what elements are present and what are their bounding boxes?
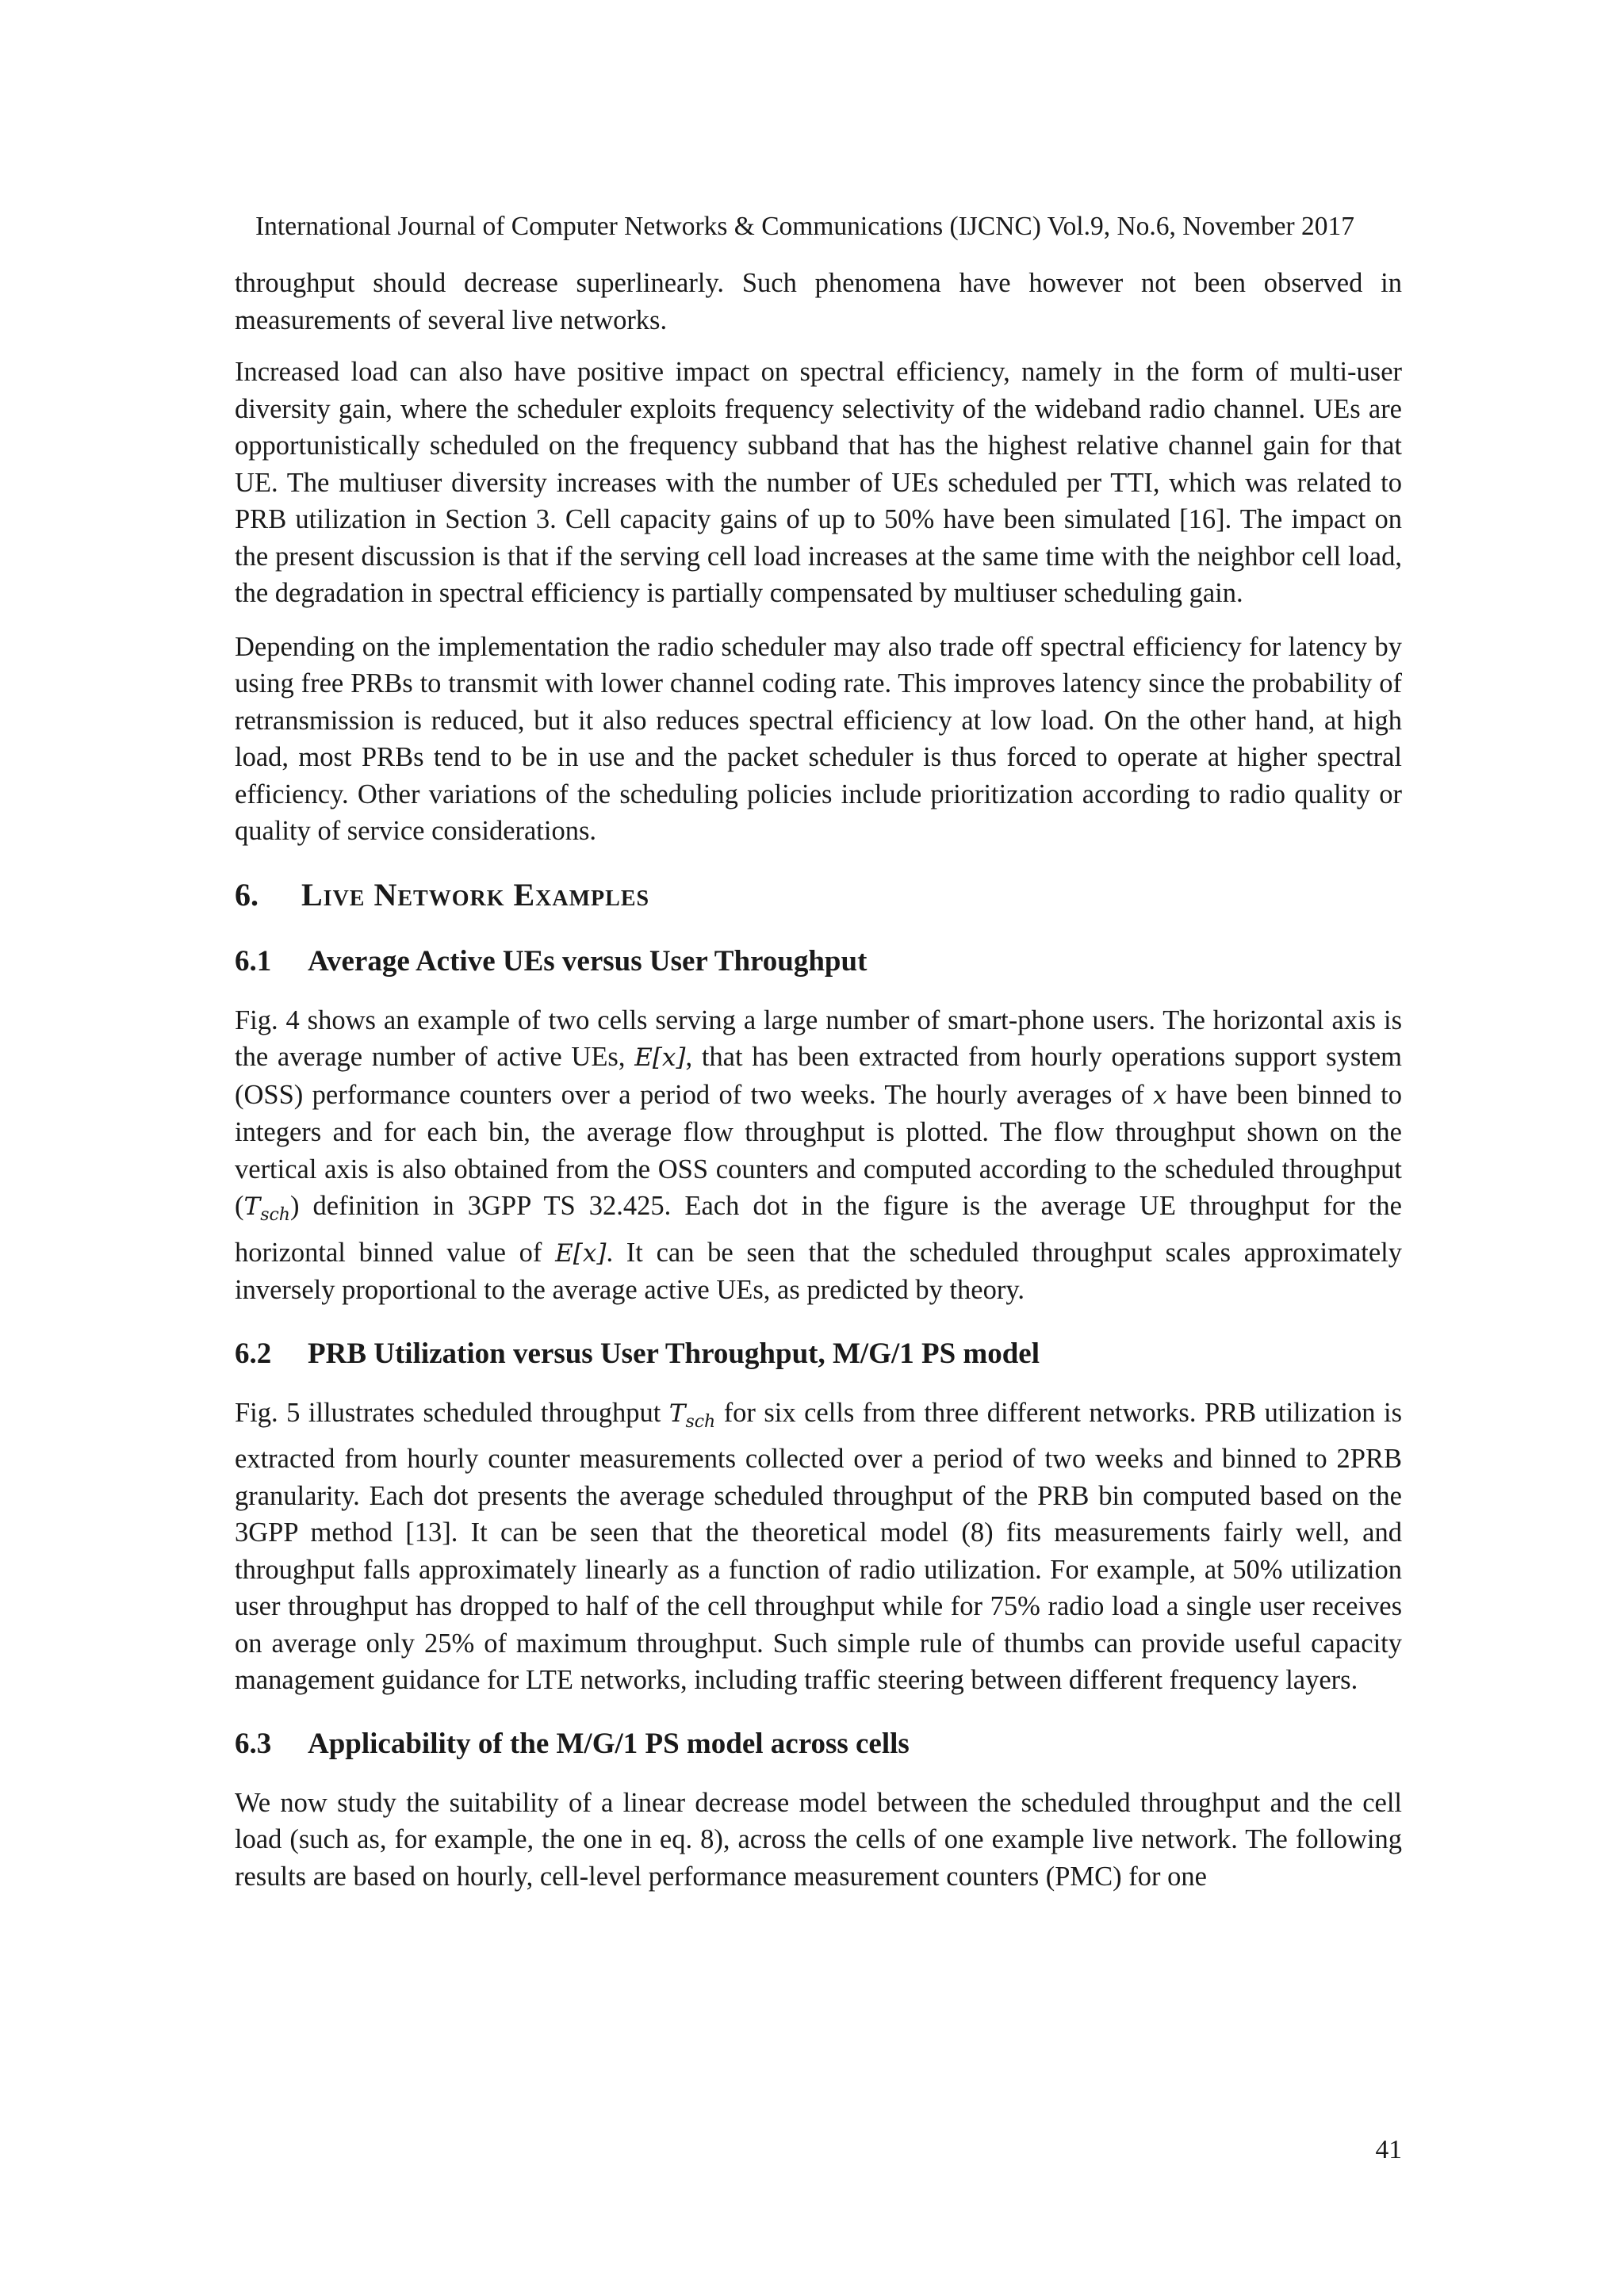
subsection-heading-6-2 xyxy=(235,1334,1402,1374)
math-t-sch: $T_{sch}$ xyxy=(243,1192,290,1226)
paragraph-active-ues: Fig. 4 shows an example of two cells serving a large number of smart-phone users. The horizontal axis is the average number of active UEs, E[x], that has been extracted from hourly operations support system (OSS) performance counters over a period of two weeks. The hourly averages of x have been binned to integers and for each bin, the average flow throughput is plotted. The flow throughput shown on the vertical axis is also obtained from the OSS counters and computed according to the scheduled throughput $(T_{sch})$ definition in 3GPP TS 32.425. Each dot in the figure is the average UE throughput for the horizontal binned value of E[x]. It can be seen that the scheduled throughput scales approximately inversely proportional to the average active UEs, as predicted by theory. xyxy=(235,1004,1403,1306)
section-title: Live Network Examples xyxy=(301,876,650,913)
subsection-number: 6.1 xyxy=(235,944,272,978)
subsection-title: Average Active UEs versus User Throughput xyxy=(308,944,868,978)
subsection-number: 6.3 xyxy=(235,1727,272,1760)
paragraph-continuation: throughput should decrease superlinearly. Such phenomena have however not been observed in measurements of several live networks. xyxy=(235,268,1402,335)
math-t-sch: $T_{sch}$ xyxy=(668,1399,716,1432)
paragraph-multiuser-diversity: Increased load can also have positive impact on spectral efficiency, namely in the form of multi-user diversity gain, where the scheduler exploits frequency selectivity of the wideband radio channel. UEs are opportunistically scheduled on the frequency subband that has the highest relative channel gain for that UE. The multiuser diversity increases with the number of UEs scheduled per TTI, which was related to PRB utilization in Section 3. Cell capacity gains of up to 50% have been simulated [16]. The impact on the present discussion is that if the serving cell load increases at the same time with the neighbor cell load, the degradation in spectral efficiency is partially compensated by multiuser scheduling gain. xyxy=(235,357,1402,608)
math-expected-x: E[x] xyxy=(555,1238,607,1268)
section-number: 6. xyxy=(235,876,259,913)
paragraph-scheduler-tradeoff: Depending on the implementation the radio scheduler may also trade off spectral efficiency for latency by using free PRBs to transmit with lower channel coding rate. This improves latency since the probability of retransmission is reduced, but it also reduces spectral efficiency at low load. On the other hand, at high load, most PRBs tend to be in use and the packet scheduler is thus forced to operate at higher spectral efficiency. Other variations of the scheduling policies include prioritization according to radio quality or quality of service considerations. xyxy=(235,631,1402,846)
math-expected-x: E[x] xyxy=(634,1043,686,1072)
subsection-heading-6-1 xyxy=(235,942,1402,982)
section-heading-6 xyxy=(235,874,1402,916)
subsection-title: Applicability of the M/G/1 PS model across cells xyxy=(308,1727,910,1760)
subsection-title: PRB Utilization versus User Throughput, M/G/1 PS model xyxy=(308,1337,1040,1370)
page-number: 41 xyxy=(1375,2135,1402,2164)
journal-header: International Journal of Computer Networks & Communications (IJCNC) Vol.9, No.6, November 2017 xyxy=(255,212,1355,241)
paragraph-prb-utilization: Fig. 5 illustrates scheduled throughput $T_{sch}$ for six cells from three different networks. PRB utilization is extracted from hourly counter measurements collected over a period of two weeks and binned to 2PRB granularity. Each dot presents the average scheduled throughput of the PRB bin computed based on the 3GPP method [13]. It can be seen that the theoretical model (8) fits measurements fairly well, and throughput falls approximately linearly as a function of radio utilization. For example, at 50% utilization user throughput has dropped to half of the cell throughput while for 75% radio load a single user receives on average only 25% of maximum throughput. Such simple rule of thumbs can provide useful capacity management guidance for LTE networks, including traffic steering between different frequency layers. xyxy=(235,1397,1402,1696)
paragraph-applicability: We now study the suitability of a linear decrease model between the scheduled throughput and the cell load (such as, for example, the one in eq. 8), across the cells of one example live network. The following results are based on hourly, cell-level performance measurement counters (PMC) for one xyxy=(235,1787,1402,1892)
math-x: x xyxy=(1153,1081,1167,1110)
page-content xyxy=(235,265,1402,1911)
subsection-heading-6-3 xyxy=(235,1724,1402,1764)
subsection-number: 6.2 xyxy=(235,1337,272,1370)
